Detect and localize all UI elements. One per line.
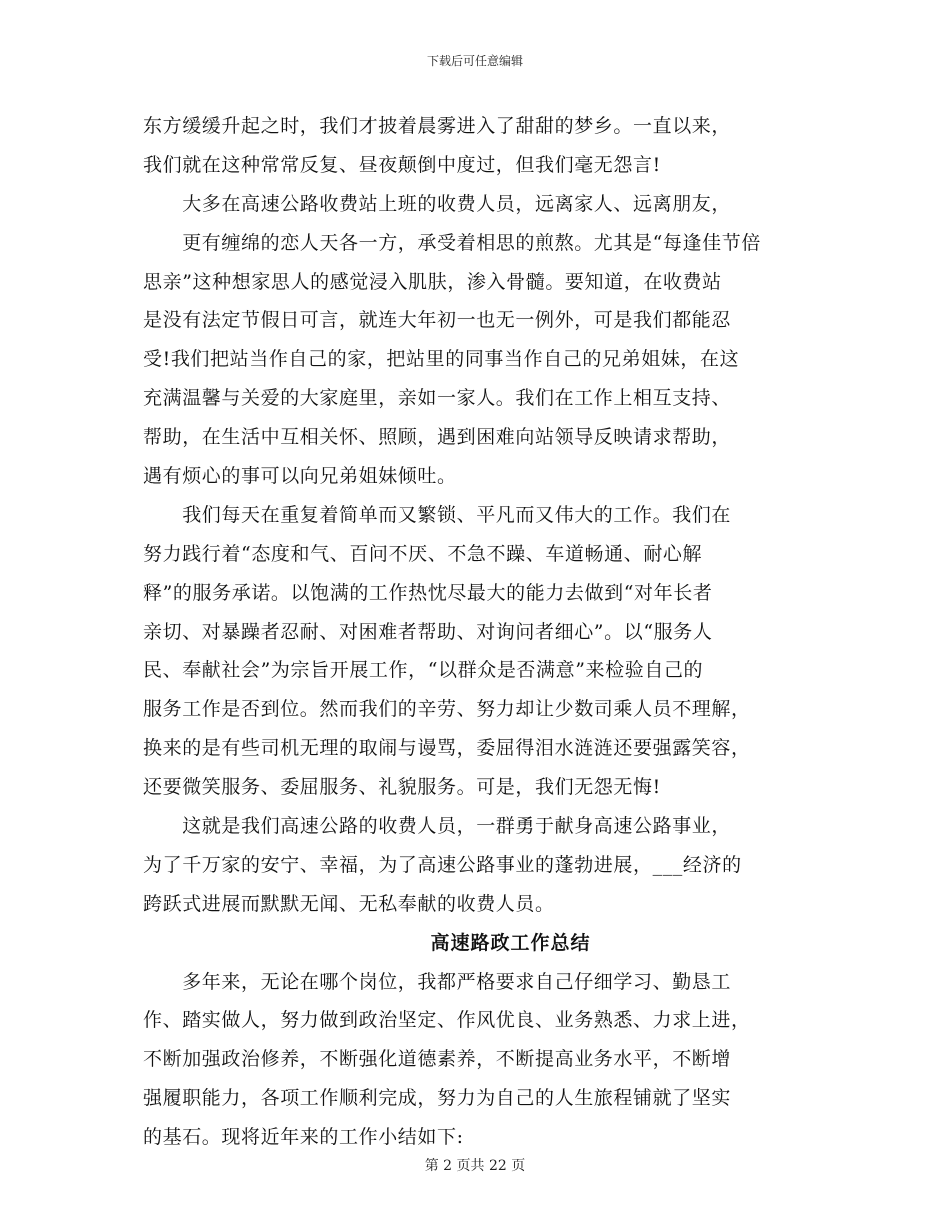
body-line: 为了千万家的安宁、幸福，为了高速公路事业的蓬勃进展，___经济的 xyxy=(143,853,742,876)
section-line: 多年来，无论在哪个岗位，我都严格要求自己仔细学习、勤恳工 xyxy=(143,970,732,993)
body-line: 民、奉献社会”为宗旨开展工作，“以群众是否满意”来检验自己的 xyxy=(143,659,704,682)
body-line: 还要微笑服务、委屈服务、礼貌服务。可是，我们无怨无悔! xyxy=(143,776,661,799)
section-title: 高速路政工作总结 xyxy=(430,931,591,954)
body-line: 帮助，在生活中互相关怀、照顾，遇到困难向站领导反映请求帮助， xyxy=(143,426,732,449)
body-line: 我们每天在重复着简单而又繁锁、平凡而又伟大的工作。我们在 xyxy=(143,503,732,526)
body-line: 跨跃式进展而默默无闻、无私奉献的收费人员。 xyxy=(143,892,555,915)
body-line: 更有缠绵的恋人天各一方，承受着相思的煎熬。尤其是“每逢佳节倍 xyxy=(143,231,761,254)
section-line: 不断加强政治修养，不断强化道德素养，不断提高业务水平，不断增 xyxy=(143,1048,732,1071)
page-number: 第 2 页共 22 页 xyxy=(424,1158,526,1174)
body-line: 是没有法定节假日可言，就连大年初一也无一例外，可是我们都能忍 xyxy=(143,309,732,332)
body-line: 努力践行着“态度和气、百问不厌、不急不躁、车道畅通、耐心解 xyxy=(143,542,703,565)
body-line: 东方缓缓升起之时，我们才披着晨雾进入了甜甜的梦乡。一直以来， xyxy=(143,115,732,137)
document-body xyxy=(143,107,808,1157)
body-line: 服务工作是否到位。然而我们的辛劳、努力却让少数司乘人员不理解， xyxy=(143,698,751,721)
body-line: 我们就在这种常常反复、昼夜颠倒中度过，但我们毫无怨言! xyxy=(143,153,661,176)
body-line: 释”的服务承诺。以饱满的工作热忱尽最大的能力去做到“对年长者 xyxy=(143,581,713,604)
body-line: 这就是我们高速公路的收费人员，一群勇于献身高速公路事业， xyxy=(143,815,732,838)
body-line: 思亲”这种想家思人的感觉浸入肌肤，渗入骨髓。要知道，在收费站 xyxy=(143,270,722,293)
body-line: 亲切、对暴躁者忍耐、对困难者帮助、对询问者细心”。以“服务人 xyxy=(143,620,713,643)
section-line: 的基石。现将近年来的工作小结如下: xyxy=(143,1126,464,1149)
body-line: 遇有烦心的事可以向兄弟姐妹倾吐。 xyxy=(143,465,457,488)
body-line: 换来的是有些司机无理的取闹与谩骂，委屈得泪水涟涟还要强露笑容， xyxy=(143,737,751,760)
body-line: 受!我们把站当作自己的家，把站里的同事当作自己的兄弟姐妹，在这 xyxy=(143,348,740,371)
section-line: 作、踏实做人，努力做到政治坚定、作风优良、业务熟悉、力求上进， xyxy=(143,1009,751,1032)
section-line: 强履职能力，各项工作顺利完成，努力为自己的人生旅程铺就了坚实 xyxy=(143,1087,732,1110)
body-line: 大多在高速公路收费站上班的收费人员，远离家人、远离朋友， xyxy=(143,192,732,215)
page-header: 下载后可任意编辑 xyxy=(426,54,523,68)
body-line: 充满温馨与关爱的大家庭里，亲如一家人。我们在工作上相互支持、 xyxy=(143,387,732,410)
